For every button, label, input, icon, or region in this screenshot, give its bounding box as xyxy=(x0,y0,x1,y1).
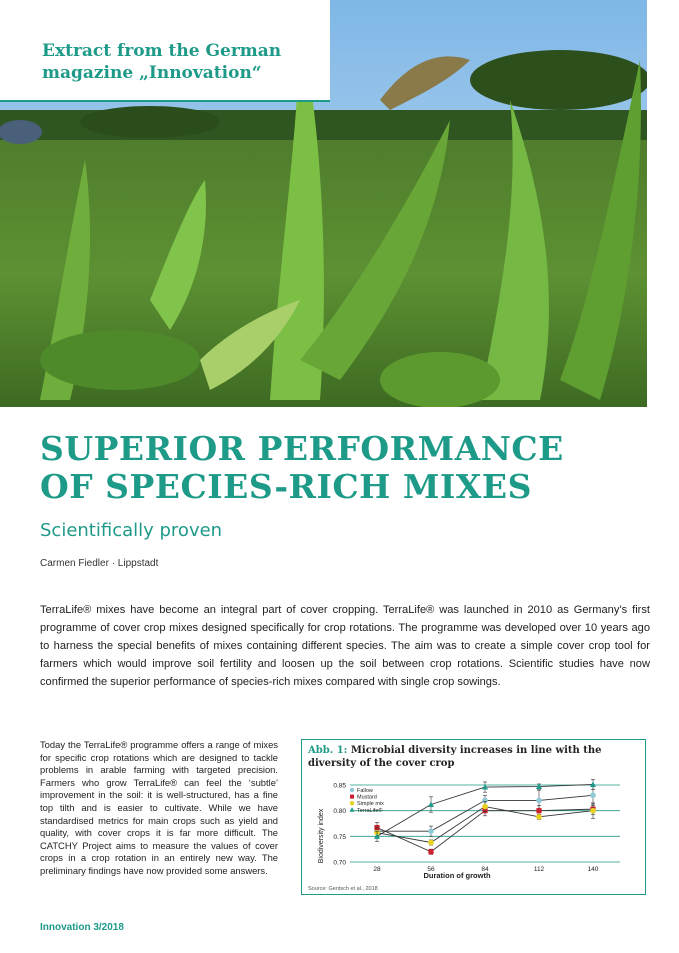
data-point xyxy=(536,798,542,804)
data-point xyxy=(428,849,433,854)
legend-label: Mustard xyxy=(357,794,377,801)
data-point xyxy=(428,840,434,846)
x-tick-label: 28 xyxy=(373,866,381,873)
data-point xyxy=(482,804,488,810)
extract-underline xyxy=(0,100,330,102)
data-point xyxy=(536,814,542,820)
figure-source: Source: Gentsch et al., 2018 xyxy=(308,886,378,892)
y-tick-label: 0.85 xyxy=(333,782,346,790)
data-point xyxy=(590,808,596,814)
body-paragraph: Today the TerraLife® programme offers a range of mixes for specific crop rotations which are designed to tackle problems in arable farming with targeted precision. Farmers who grow TerraLife® can feel the ‘subtle’ improvement in the soil: it is well-structured, has a fine top tilth and is easier to cultivate. While we have standardised metrics for main crops such as yield and quality, with cover crops it is far more difficult. The CATCHY Project aims to measure the values of cover crops in a crop rotation in an entirely new way. The preliminary findings have now provided some answers. xyxy=(40,739,278,876)
title-line-1: SUPERIOR PERFORMANCE xyxy=(40,429,564,468)
article-title xyxy=(40,430,660,506)
article-subtitle: Scientifically proven xyxy=(40,520,223,541)
extract-label xyxy=(42,40,322,84)
figure-label: Abb. 1: xyxy=(308,745,348,756)
legend-label: TerraLife® xyxy=(357,807,383,814)
legend-swatch xyxy=(350,795,354,799)
legend-swatch xyxy=(350,788,354,792)
legend-swatch xyxy=(350,801,354,805)
extract-line-2: magazine „Innovation“ xyxy=(42,63,262,83)
y-tick-label: 0.80 xyxy=(333,808,346,816)
data-point xyxy=(536,808,541,813)
legend-label: Simple mix xyxy=(357,801,384,808)
figure-caption-text: Microbial diversity increases in line with the diversity of the cover crop xyxy=(308,745,602,769)
title-line-2: OF SPECIES-RICH MIXES xyxy=(40,467,532,506)
data-point xyxy=(590,792,596,798)
chart-lines xyxy=(377,784,593,851)
issue-footer: Innovation 3/2018 xyxy=(40,922,124,933)
legend-label: Fallow xyxy=(357,788,373,794)
x-axis-label: Duration of growth xyxy=(423,871,491,880)
y-tick-label: 0.70 xyxy=(333,859,346,867)
x-tick-label: 140 xyxy=(587,866,599,873)
data-point xyxy=(428,828,434,834)
figure-box xyxy=(301,739,646,895)
x-tick-label: 84 xyxy=(481,866,489,873)
y-axis-label: Biodiversity index xyxy=(318,808,325,864)
extract-line-1: Extract from the German xyxy=(42,41,282,61)
author-byline: Carmen Fiedler · Lippstadt xyxy=(40,558,159,569)
y-tick-label: 0.75 xyxy=(333,833,346,841)
legend-swatch xyxy=(350,807,355,812)
chart-legend xyxy=(350,788,385,814)
extract-header-box xyxy=(0,0,330,102)
x-tick-label: 112 xyxy=(533,866,545,873)
x-tick-label: 56 xyxy=(427,866,435,873)
chart-markers xyxy=(374,779,596,854)
diversity-chart xyxy=(302,740,647,896)
lead-paragraph: TerraLife® mixes have become an integral part of cover cropping. TerraLife® was launched in 2010 as Germany’s first programme of cover crop mixes designed specifically for crop rotations. The programme was developed over 10 years ago to harness the special benefits of mixes containing different species. The aim was to create a simple cover crop tool for farmers which would improve soil fertility and loosen up the soil between crop rotations. Scientific studies have now confirmed the superior performance of species-rich mixes compared with single crop sowings. xyxy=(40,604,650,688)
